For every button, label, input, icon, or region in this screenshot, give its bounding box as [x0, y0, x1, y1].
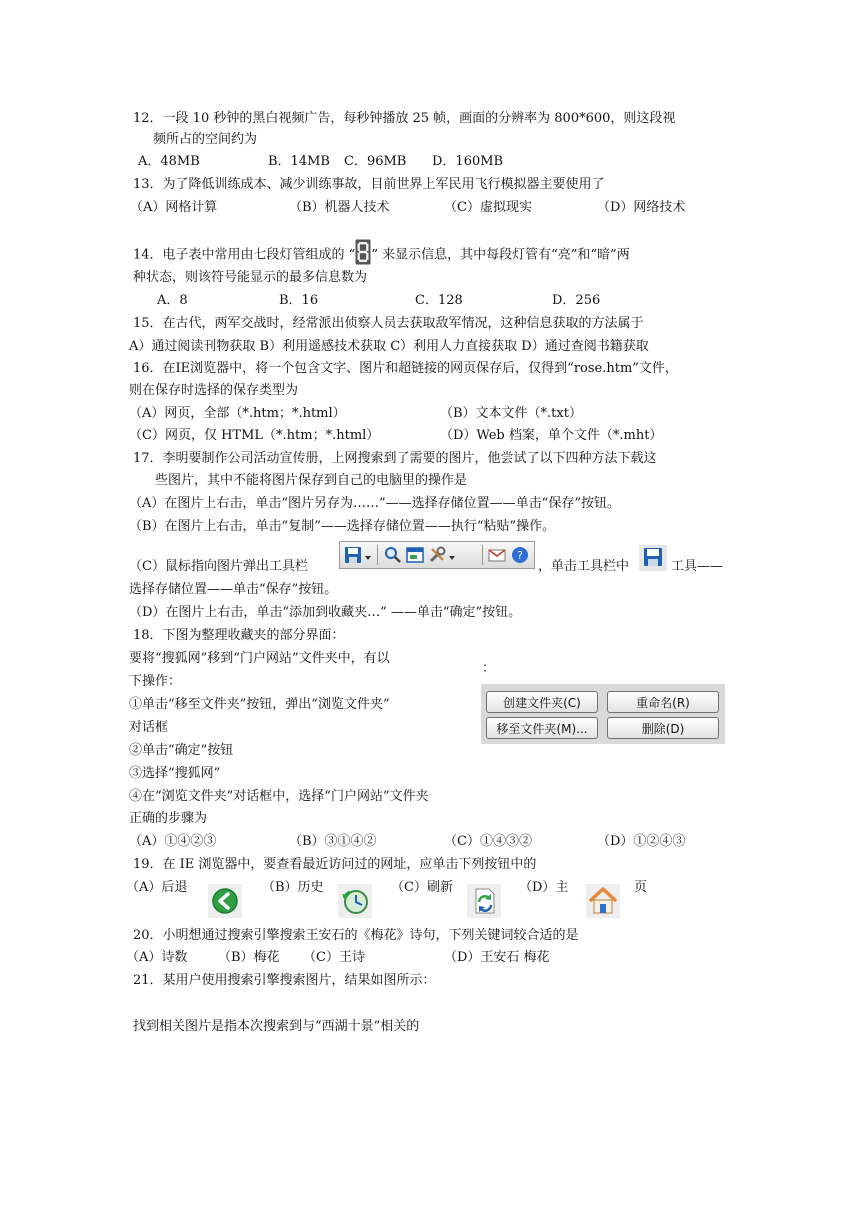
- q15-line2: A）通过阅读刊物获取 B）利用遥感技术获取 C）利用人力直接获取 D）通过查阅书籍获取: [129, 339, 649, 354]
- q12-option-d: D．160MB: [432, 154, 504, 169]
- q17-option-c-line2: 选择存储位置——单击“保存”按钮。: [129, 582, 338, 597]
- q19-option-d-end: 页: [634, 880, 648, 895]
- q14-option-a: A．8: [157, 293, 188, 308]
- q20-option-d: （D）王安石 梅花: [444, 950, 550, 965]
- q17-option-c-end: 工具——: [671, 559, 724, 574]
- q15-line1: 15．在古代，两军交战时，经常派出侦察人员去获取敌军情况，这种信息获取的方法属于: [133, 316, 644, 331]
- q12-line1: 12．一段 10 秒钟的黑白视频广告，每秒钟播放 25 帧，画面的分辨率为 800*600，则这段视: [133, 111, 676, 126]
- q14-line2: 种状态，则该符号能显示的最多信息数为: [133, 270, 368, 285]
- q21-line2: 找到相关图片是指本次搜索到与“西湖十景”相关的: [133, 1019, 420, 1034]
- q14-line1-start: 14．电子表中常用由七段灯管组成的 “: [133, 247, 356, 263]
- magnifier-icon: [384, 546, 402, 568]
- move-to-folder-button[interactable]: 移至文件夹(M)...: [486, 717, 598, 739]
- save-icon: [344, 546, 362, 568]
- q19-option-b: （B）历史: [262, 880, 324, 895]
- svg-text:?: ?: [517, 549, 523, 562]
- refresh-icon[interactable]: [467, 884, 501, 918]
- q18-colon: ：: [482, 661, 496, 676]
- q18-step1a: ①单击“移至文件夹”按钮，弹出“浏览文件夹”: [129, 697, 390, 712]
- q18-line2: 要将“搜狐网”移到“门户网站”文件夹中，有以: [129, 651, 390, 666]
- q17-option-d: （D）在图片上右击，单击“添加到收藏夹…” ——单击“确定”按钮。: [129, 605, 522, 620]
- q18-step4: ④在“浏览文件夹”对话框中，选择“门户网站”文件夹: [129, 789, 429, 804]
- q13-option-d: （D）网络技术: [597, 200, 686, 215]
- q18-step1b: 对话框: [129, 720, 169, 735]
- q14-option-d: D．256: [552, 293, 601, 308]
- window-icon: [406, 546, 424, 568]
- favorites-dialog-buttons: [481, 684, 725, 744]
- rename-button[interactable]: 重命名(R): [607, 691, 719, 713]
- q13-option-c: （C）虚拟现实: [444, 200, 532, 215]
- mail-icon: [488, 546, 506, 568]
- delete-button[interactable]: 删除(D): [607, 717, 719, 739]
- q18-step2: ②单击“确定”按钮: [129, 743, 234, 758]
- q18-option-b: （B）③①④②: [289, 834, 377, 849]
- q18-line1: 18．下图为整理收藏夹的部分界面：: [133, 628, 345, 643]
- q20-option-a: （A）诗数: [126, 950, 188, 965]
- history-icon[interactable]: [338, 884, 372, 918]
- q20-option-c: （C）王诗: [303, 950, 365, 965]
- chevron-down-icon: [364, 551, 372, 566]
- q16-line1: 16．在IE浏览器中，将一个包含文字、图片和超链接的网页保存后，仅得到“rose.htm”文件，: [133, 361, 678, 376]
- q12-option-c: C．96MB: [344, 154, 407, 169]
- toolbar-divider: [377, 545, 378, 565]
- q19-option-c: （C）刷新: [391, 880, 453, 895]
- q17-option-a: （A）在图片上右击，单击“图片另存为……”——选择存储位置——单击“保存”按钮。: [129, 496, 620, 511]
- q16-option-d: （D）Web 档案，单个文件（*.mht）: [440, 428, 663, 443]
- q18-line3: 下操作：: [129, 674, 182, 689]
- q14-line1-end: ” 来显示信息，其中每段灯管有“亮”和“暗”两: [371, 247, 630, 263]
- q19-option-a: （A）后退: [126, 880, 188, 895]
- seven-segment-icon: [355, 239, 371, 271]
- q12-option-a: A．48MB: [138, 154, 200, 169]
- q21-line1: 21．某用户使用搜索引擎搜索图片，结果如图所示：: [133, 973, 436, 988]
- q17-line1: 17．李明要制作公司活动宣传册，上网搜索到了需要的图片，他尝试了以下四种方法下载这: [133, 451, 657, 466]
- create-folder-button[interactable]: 创建文件夹(C): [486, 691, 598, 713]
- q18-option-d: （D）①②④③: [597, 834, 686, 849]
- q13-option-a: （A）网格计算: [130, 200, 218, 215]
- q18-prompt: 正确的步骤为: [129, 811, 208, 826]
- q16-option-c: （C）网页，仅 HTML（*.htm；*.html）: [129, 428, 380, 443]
- q16-option-b: （B）文本文件（*.txt）: [440, 406, 582, 421]
- back-icon[interactable]: [208, 884, 242, 918]
- q18-option-a: （A）①④②③: [129, 834, 217, 849]
- q14-option-b: B．16: [279, 293, 319, 308]
- home-icon[interactable]: [586, 884, 620, 918]
- q20-option-b: （B）梅花: [218, 950, 280, 965]
- q12-option-b: B．14MB: [268, 154, 330, 169]
- image-toolbar: [339, 541, 535, 569]
- help-icon: [511, 546, 529, 568]
- q14-option-c: C．128: [415, 293, 463, 308]
- q17-option-c-start: （C）鼠标指向图片弹出工具栏: [129, 559, 308, 574]
- q13-line1: 13．为了降低训练成本、减少训练事故，目前世界上军民用飞行模拟器主要使用了: [133, 177, 605, 192]
- q17-line2: 些图片，其中不能将图片保存到自己的电脑里的操作是: [155, 473, 468, 488]
- q16-line2: 则在保存时选择的保存类型为: [129, 383, 299, 398]
- q18-option-c: （C）①④③②: [444, 834, 532, 849]
- q14-line1: [133, 239, 630, 271]
- tools-chevron-icon: [448, 551, 456, 566]
- q19-option-d: （D）主: [519, 880, 569, 895]
- q17-option-b: （B）在图片上右击，单击“复制”——选择存储位置——执行“粘贴”操作。: [129, 519, 556, 534]
- q19-line1: 19．在 IE 浏览器中，要查看最近访问过的网址，应单击下列按钮中的: [133, 857, 537, 872]
- tools-icon: [428, 546, 446, 568]
- q13-option-b: （B）机器人技术: [289, 200, 390, 215]
- q16-option-a: （A）网页，全部（*.htm；*.html）: [129, 406, 346, 421]
- q12-line2: 频所占的空间约为: [153, 132, 258, 147]
- q17-option-c-mid: ，单击工具栏中: [538, 559, 630, 574]
- q20-line1: 20．小明想通过搜索引擎搜索王安石的《梅花》诗句，下列关键词较合适的是: [133, 928, 579, 943]
- save-tool-icon: [639, 545, 667, 575]
- q18-step3: ③选择“搜狐网”: [129, 766, 221, 781]
- toolbar-divider-2: [482, 545, 483, 565]
